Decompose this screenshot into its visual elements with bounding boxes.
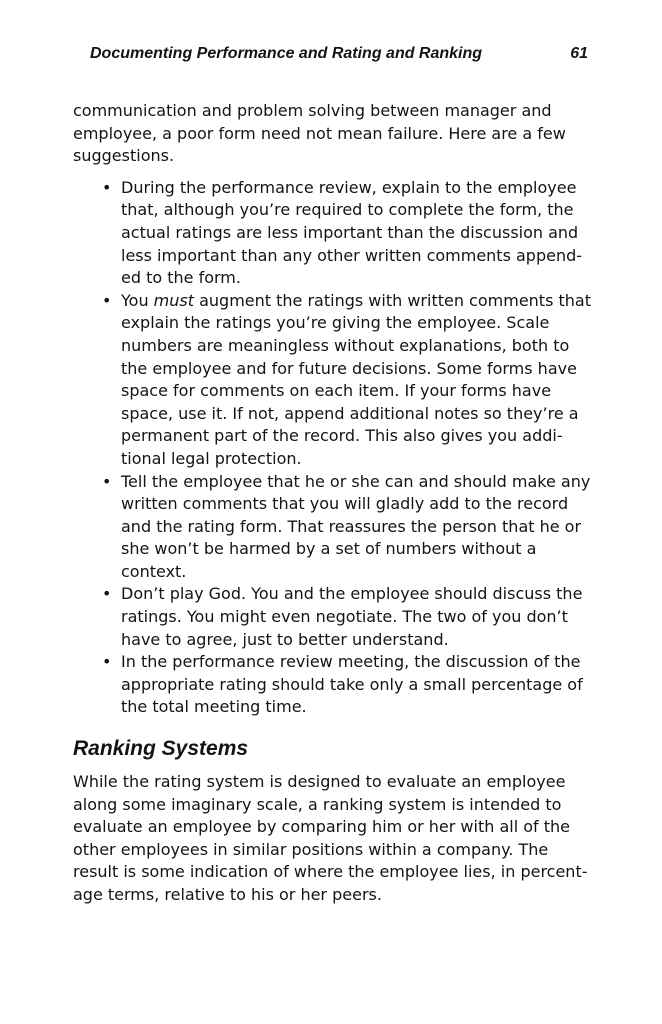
list-item	[73, 290, 593, 471]
section-heading: Ranking Systems	[73, 737, 249, 760]
bullet-marker: •	[102, 290, 112, 310]
page-number: 61	[570, 45, 588, 62]
intro-paragraph: communication and problem solving between manager and employee, a poor form need not mean failure. Here are a few suggestions.	[73, 101, 566, 166]
list-item-rest: augment the ratings with written comments that explain the ratings you’re giving the employee. Scale numbers are meaningless without explanations, both to the employee and for future decisions. Some forms have space for comments on each item. If your forms have space, use it. If not, append additional notes so they’re a permanent part of the record. This also gives you additional legal protection.	[121, 290, 591, 468]
list-item	[73, 651, 593, 719]
list-item-text: In the performance review meeting, the discussion of the appropriate rating should take only a small percentage of the total meeting time.	[121, 652, 583, 717]
bullet-marker: •	[102, 177, 112, 197]
section-paragraph: While the rating system is designed to evaluate an employee along some imaginary scale, a ranking system is intended to evaluate an employee by comparing him or her with all of the other employees in similar positions within a company. The result is some indication of where the employee lies, in percentage terms, relative to his or her peers.	[73, 772, 588, 904]
list-item	[73, 177, 593, 290]
list-item-text: Tell the employee that he or she can and should make any written comments that you will gladly add to the record and the rating form. That reassures the person that he or she won’t be harmed by a set of numbers without a context.	[121, 471, 591, 581]
list-item	[73, 583, 593, 651]
bullet-marker: •	[102, 652, 112, 672]
running-header	[90, 42, 588, 66]
list-item-text: Don’t play God. You and the employee should discuss the ratings. You might even negotiate. The two of you don’t have to agree, just to better understand.	[121, 584, 583, 649]
list-item-text: During the performance review, explain to the employee that, although you’re required to complete the form, the actual ratings are less important than the discussion and less important than any other written comments appended to the form.	[121, 177, 583, 288]
bullet-marker: •	[102, 584, 112, 604]
section-body	[73, 771, 593, 907]
list-item	[73, 471, 593, 584]
running-head-title: Documenting Performance and Rating and Ranking	[90, 45, 483, 62]
list-item-lead: You	[121, 290, 154, 310]
intro-block	[73, 100, 593, 719]
bullet-marker: •	[102, 471, 112, 491]
list-item-emphasis: must	[153, 290, 195, 310]
suggestions-list	[73, 177, 593, 719]
